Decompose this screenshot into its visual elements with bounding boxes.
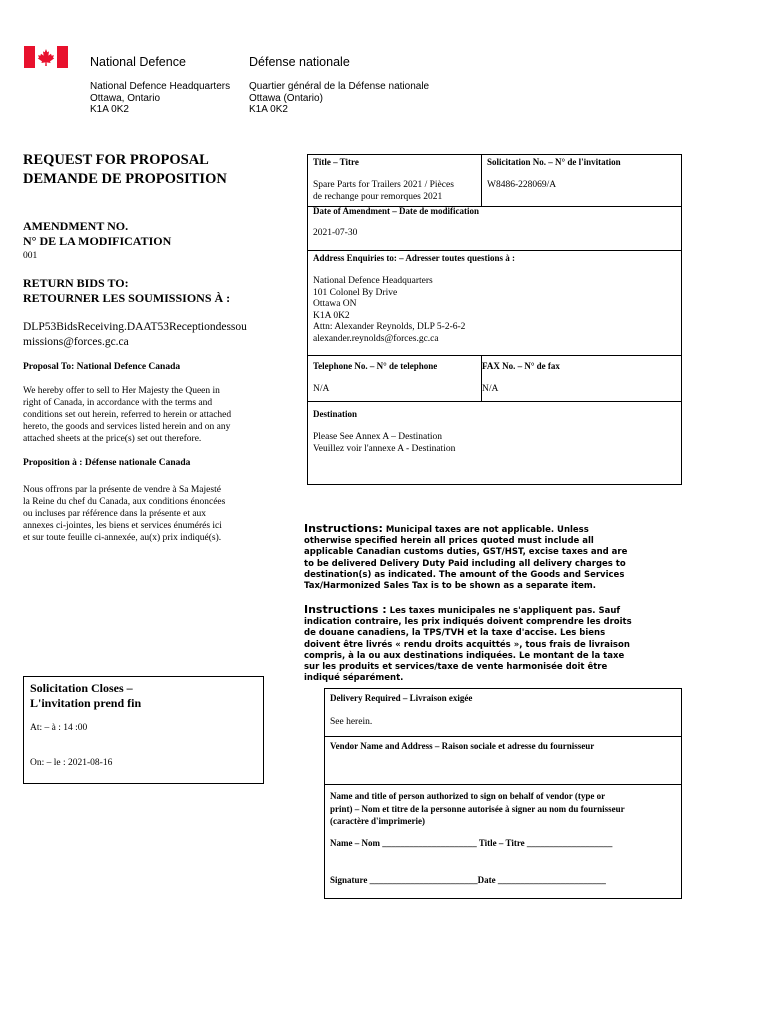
closing-date: On: – le : 2021-08-16: [30, 758, 113, 768]
amendment-label-fr: N° DE LA MODIFICATION: [23, 234, 172, 248]
divider: [308, 401, 681, 402]
destination-label: Destination: [313, 409, 358, 419]
proposal-line: attached sheets at the price(s) set out therefore.: [23, 434, 202, 444]
divider: [325, 736, 681, 737]
address-en: [90, 81, 230, 116]
amendment-label-en: AMENDMENT NO.: [23, 219, 129, 233]
destination-line: Please See Annex A – Destination: [313, 432, 443, 442]
address-fr: [249, 81, 429, 116]
divider: [481, 155, 482, 206]
address-fr-line: Quartier général de la Défense nationale: [249, 81, 430, 92]
delivery-required-value: See herein.: [330, 717, 373, 727]
divider: [325, 784, 681, 785]
proposal-line: et sur toute feuille ci-annexée, au(x) prix indiqué(s).: [23, 533, 222, 543]
address-fr-line: Ottawa (Ontario): [249, 92, 323, 104]
closes-label: [30, 681, 141, 711]
authorized-person-label: [330, 790, 625, 828]
canada-flag-icon: [24, 46, 68, 68]
instructions-line: Tax/Harmonized Sales Tax is to be shown as a separate item.: [304, 581, 596, 592]
instructions-line: Les taxes municipales ne s'appliquent pas. Sauf: [386, 606, 621, 616]
enquiries-address: [313, 276, 465, 345]
fax-label: FAX No. – N° de fax: [482, 361, 560, 371]
title-value: [313, 180, 454, 203]
amendment-date-label: Date of Amendment – Date de modification: [313, 206, 479, 216]
instructions-line: indication contraire, les prix indiqués doivent comprendre les droits: [304, 617, 632, 628]
title-value-line: Spare Parts for Trailers 2021 / Pièces: [313, 180, 454, 190]
divider: [308, 355, 681, 356]
document-title: [23, 151, 227, 189]
solicitation-number-value: W8486-228069/A: [487, 180, 557, 190]
return-label-fr: RETOURNER LES SOUMISSIONS À :: [23, 291, 231, 305]
address-en-line: Ottawa, Ontario: [90, 92, 161, 104]
closing-time: At: – à : 14 :00: [30, 723, 88, 733]
vendor-name-label: Vendor Name and Address – Raison sociale et adresse du fournisseur: [330, 741, 595, 751]
closes-label-fr: L'invitation prend fin: [30, 696, 142, 710]
proposal-line: right of Canada, in accordance with the terms and: [23, 398, 213, 408]
enquiries-line: K1A 0K2: [313, 310, 350, 321]
instructions-line: destination(s) as indicated. The amount of the Goods and Services: [304, 569, 625, 580]
instructions-line: to be delivered Delivery Duty Paid including all delivery charges to: [304, 558, 626, 569]
enquiries-label: Address Enquiries to: – Adresser toutes questions à :: [313, 253, 516, 263]
proposal-line: ou incluses par référence dans la présente et aux: [23, 509, 207, 519]
address-fr-line: K1A 0K2: [249, 104, 288, 115]
authorized-line: (caractère d'imprimerie): [330, 816, 426, 826]
title-label: Title – Titre: [313, 157, 359, 167]
amendment-label: [23, 219, 171, 249]
amendment-date-value: 2021-07-30: [313, 228, 358, 238]
authorized-line: Name and title of person authorized to sign on behalf of vendor (type or: [330, 791, 606, 801]
instructions-en: [304, 523, 654, 592]
telephone-value: N/A: [313, 384, 330, 394]
proposal-line: We hereby offer to sell to Her Majesty the Queen in: [23, 386, 220, 396]
instructions-heading-en: Instructions:: [304, 522, 383, 535]
instructions-line: applicable Canadian customs duties, GST/HST, excise taxes and are: [304, 547, 628, 558]
dept-name-fr: Défense nationale: [249, 55, 350, 69]
closes-label-en: Solicitation Closes –: [30, 681, 133, 695]
address-en-line: National Defence Headquarters: [90, 81, 231, 92]
authorized-line: print) – Nom et titre de la personne autorisée à signer au nom du fournisseur: [330, 803, 625, 814]
name-title-field[interactable]: Name – Nom _____________________ Title – Titre ___________________: [330, 838, 613, 848]
title-fr: DEMANDE DE PROPOSITION: [23, 171, 227, 187]
enquiries-line: 101 Colonel By Drive: [313, 287, 398, 298]
instructions-line: de douane canadiens, la TPS/TVH et la taxe d'accise. Les biens: [304, 628, 606, 639]
return-email: [23, 320, 247, 350]
instructions-line: otherwise specified herein all prices quoted must include all: [304, 536, 594, 547]
fax-value: N/A: [482, 384, 499, 394]
return-email-line: missions@forces.gc.ca: [23, 336, 129, 348]
address-en-line: K1A 0K2: [90, 104, 129, 115]
return-bids-label: [23, 276, 230, 306]
instructions-line: Municipal taxes are not applicable. Unless: [382, 525, 589, 535]
solicitation-number-label: Solicitation No. – N° de l'invitation: [487, 157, 621, 167]
proposal-text-en: [23, 385, 231, 445]
proposal-line: Nous offrons par la présente de vendre à Sa Majesté: [23, 485, 221, 495]
instructions-line: compris, à la ou aux destinations indiquées. Le montant de la taxe: [304, 650, 625, 661]
instructions-heading-fr: Instructions :: [304, 603, 387, 616]
return-email-line: DLP53BidsReceiving.DAAT53Receptiondessou: [23, 321, 247, 333]
title-en: REQUEST FOR PROPOSAL: [23, 152, 209, 168]
instructions-line: sur les produits et services/taxe de vente harmonisée doit être: [304, 662, 608, 673]
instructions-line: doivent être livrés « rendu droits acquittés », tous frais de livraison: [304, 639, 630, 650]
instructions-line: indiqué séparément.: [304, 673, 404, 684]
enquiries-line: National Defence Headquarters: [313, 276, 433, 286]
proposal-line: annexes ci-jointes, les biens et services énumérés ici: [23, 521, 222, 531]
delivery-required-label: Delivery Required – Livraison exigée: [330, 693, 473, 703]
telephone-label: Telephone No. – N° de telephone: [313, 361, 438, 371]
enquiries-line: Attn: Alexander Reynolds, DLP 5-2-6-2: [313, 322, 466, 332]
amendment-number: 001: [23, 251, 38, 261]
destination-value: [313, 432, 455, 455]
enquiries-line: Ottawa ON: [313, 299, 357, 309]
divider: [308, 250, 681, 251]
proposal-to-en: Proposal To: National Defence Canada: [23, 362, 181, 372]
proposal-to-fr: Proposition à : Défense nationale Canada: [23, 458, 191, 468]
signature-date-field[interactable]: Signature ________________________Date ________________________: [330, 875, 606, 885]
instructions-fr: [304, 604, 654, 684]
enquiries-email[interactable]: alexander.reynolds@forces.gc.ca: [313, 333, 439, 344]
proposal-line: conditions set out herein, referred to herein or attached: [23, 410, 232, 420]
proposal-line: hereto, the goods and services listed herein and on any: [23, 422, 231, 432]
proposal-text-fr: [23, 484, 225, 544]
return-label-en: RETURN BIDS TO:: [23, 276, 129, 290]
dept-name-en: National Defence: [90, 55, 186, 69]
destination-line: Veuillez voir l'annexe A - Destination: [313, 443, 456, 454]
proposal-line: la Reine du chef du Canada, aux conditions énoncées: [23, 497, 226, 507]
title-value-line: de rechange pour remorques 2021: [313, 191, 443, 202]
